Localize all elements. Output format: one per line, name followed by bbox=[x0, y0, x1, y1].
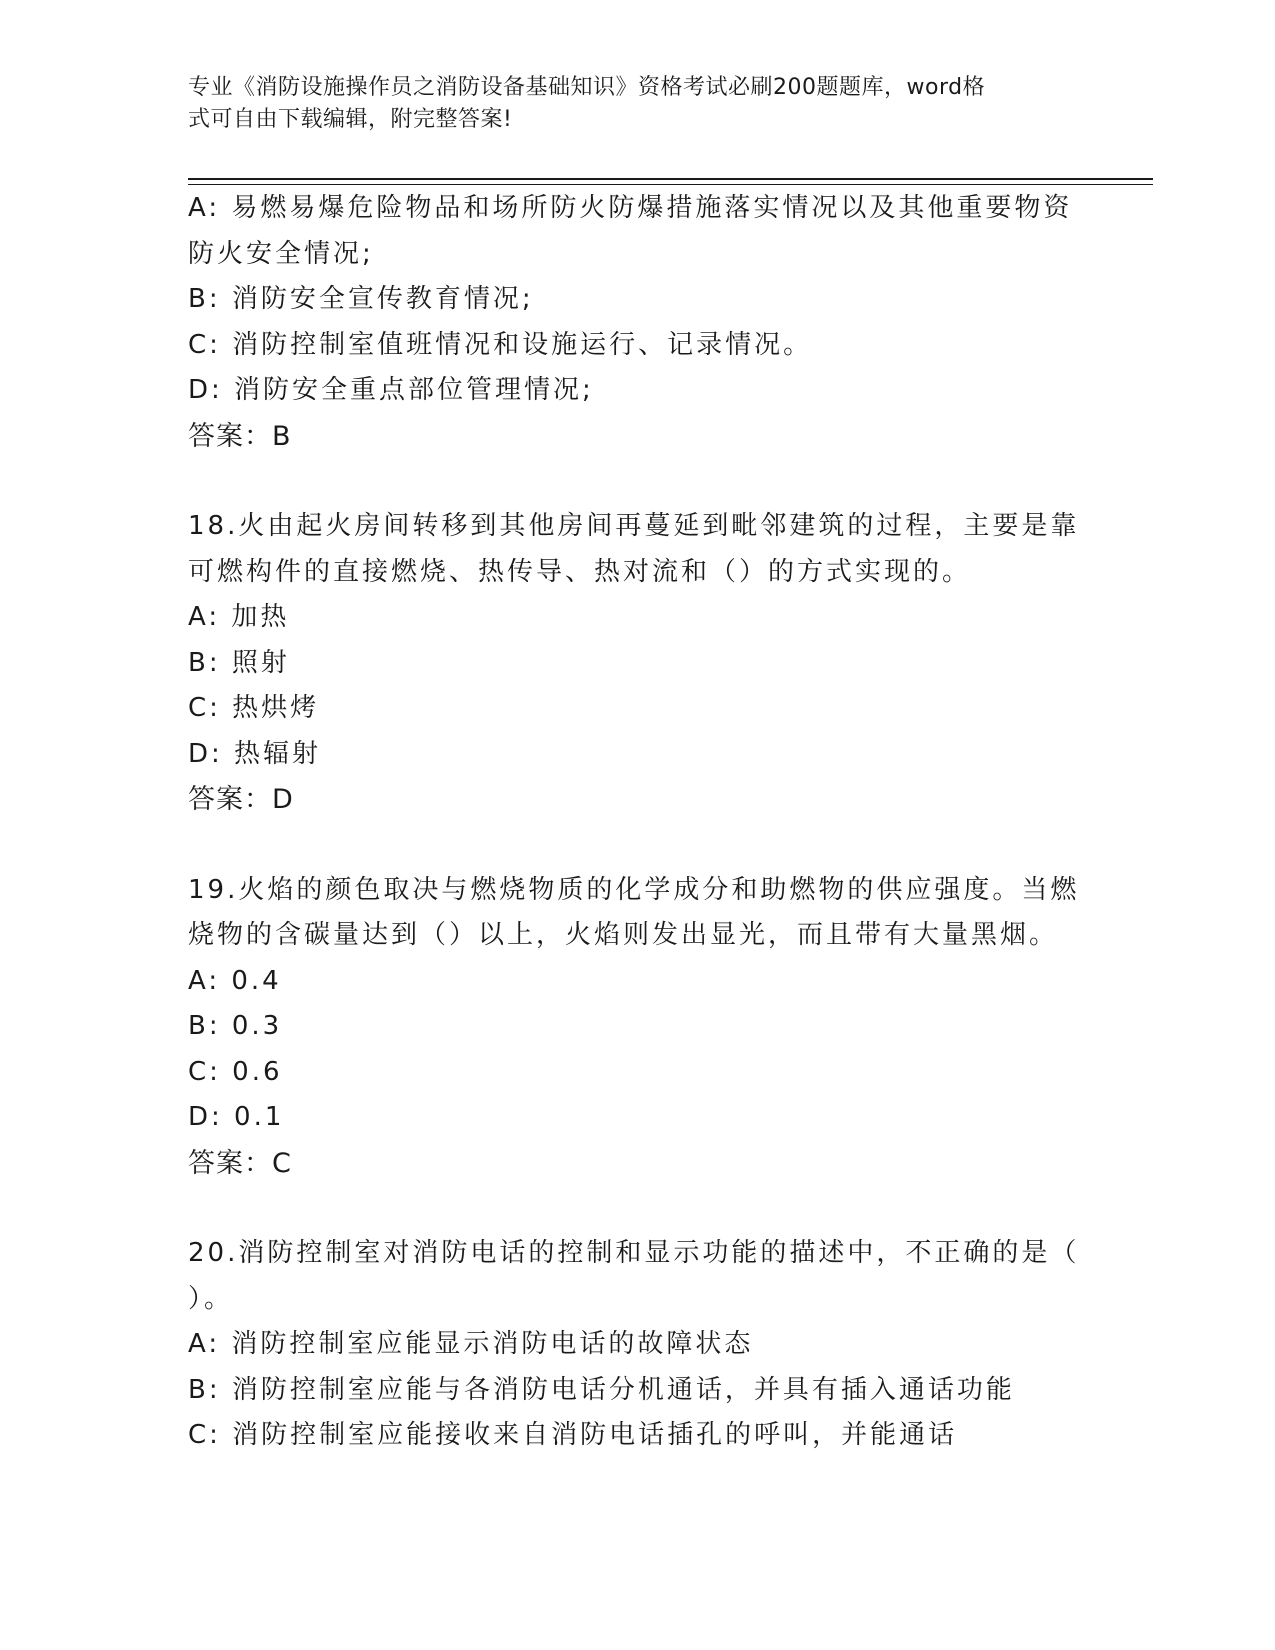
header-divider-thick bbox=[188, 178, 1153, 180]
header-divider-thin bbox=[188, 184, 1153, 185]
question-19-block bbox=[188, 868, 1088, 1187]
q17-option-a-line-2: 防火安全情况; bbox=[188, 238, 374, 269]
header-line-1: 专业《消防设施操作员之消防设备基础知识》资格考试必刷200题题库，word格 bbox=[188, 75, 986, 100]
q17-option-a-line-1: A: 易燃易爆危险物品和场所防火防爆措施落实情况以及其他重要物资 bbox=[188, 193, 1073, 223]
question-20-block bbox=[188, 1231, 1088, 1459]
question-17-block bbox=[188, 186, 1088, 459]
q19-option-a: A: 0.4 bbox=[188, 965, 282, 996]
q19-option-c: C: 0.6 bbox=[188, 1056, 283, 1087]
q18-option-c: C: 热烘烤 bbox=[188, 693, 320, 723]
spacer bbox=[188, 1186, 1088, 1231]
question-18-block bbox=[188, 504, 1088, 823]
q20-option-b: B: 消防控制室应能与各消防电话分机通话，并具有插入通话功能 bbox=[188, 1374, 1015, 1405]
q18-option-b: B: 照射 bbox=[188, 647, 290, 678]
q20-option-a: A: 消防控制室应能显示消防电话的故障状态 bbox=[188, 1329, 754, 1359]
header-line-2: 式可自由下载编辑，附完整答案! bbox=[188, 107, 513, 132]
q19-option-d: D: 0.1 bbox=[188, 1102, 285, 1132]
q17-answer: 答案：B bbox=[188, 420, 292, 452]
spacer bbox=[188, 823, 1088, 868]
q19-stem-line-1: 19.火焰的颜色取决与燃烧物质的化学成分和助燃物的供应强度。当燃 bbox=[188, 874, 1080, 905]
q17-option-b: B: 消防安全宣传教育情况; bbox=[188, 284, 534, 314]
q19-stem-line-2: 烧物的含碳量达到（）以上，火焰则发出显光，而且带有大量黑烟。 bbox=[188, 920, 1059, 950]
q19-answer: 答案：C bbox=[188, 1147, 292, 1179]
q19-option-b: B: 0.3 bbox=[188, 1011, 283, 1041]
q18-stem-line-1: 18.火由起火房间转移到其他房间再蔓延到毗邻建筑的过程，主要是靠 bbox=[188, 511, 1080, 541]
document-body bbox=[188, 186, 1088, 1459]
spacer bbox=[188, 459, 1088, 504]
q20-option-c: C: 消防控制室应能接收来自消防电话插孔的呼叫，并能通话 bbox=[188, 1420, 958, 1450]
q17-option-c: C: 消防控制室值班情况和设施运行、记录情况。 bbox=[188, 329, 813, 360]
q18-answer: 答案：D bbox=[188, 784, 294, 815]
q20-stem-line-2: ）。 bbox=[188, 1283, 234, 1314]
q18-option-a: A: 加热 bbox=[188, 602, 290, 632]
q18-stem-line-2: 可燃构件的直接燃烧、热传导、热对流和（）的方式实现的。 bbox=[188, 556, 972, 587]
q18-option-d: D: 热辐射 bbox=[188, 738, 322, 769]
q17-option-d: D: 消防安全重点部位管理情况; bbox=[188, 375, 594, 405]
q20-stem-line-1: 20.消防控制室对消防电话的控制和显示功能的描述中，不正确的是（ bbox=[188, 1238, 1080, 1268]
document-header bbox=[188, 72, 1068, 136]
